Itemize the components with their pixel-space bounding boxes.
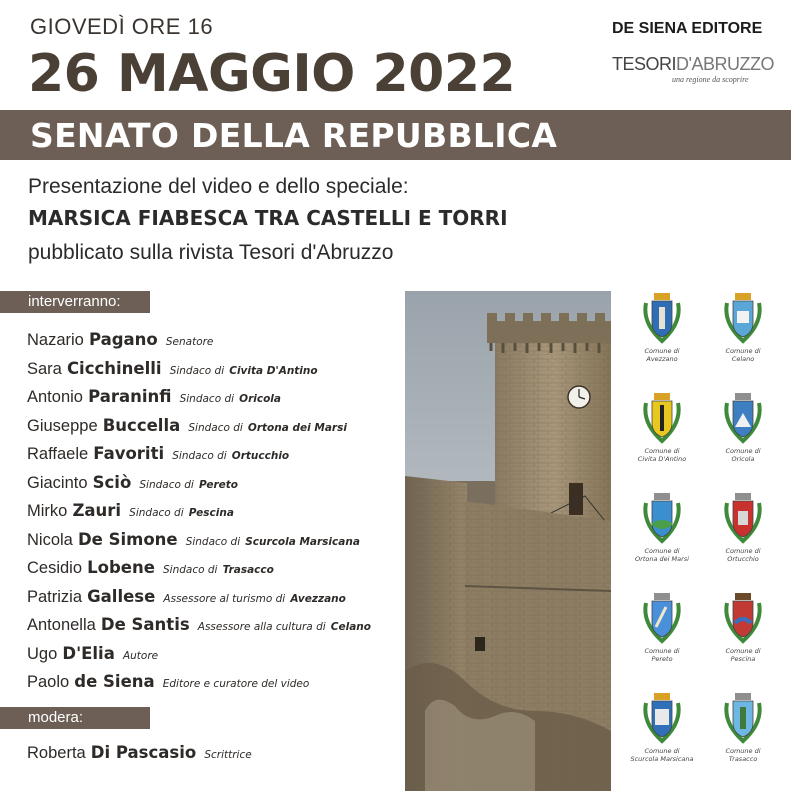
coat-of-arms-icon bbox=[640, 593, 684, 645]
speaker-first-name: Cesidio bbox=[27, 559, 83, 577]
crest-avezzano bbox=[627, 293, 697, 363]
speaker-role: Sindaco di bbox=[139, 478, 194, 491]
speaker-item bbox=[27, 326, 371, 355]
speaker-last-name: De Santis bbox=[100, 615, 190, 634]
coat-of-arms-icon bbox=[640, 493, 684, 545]
crest-caption: Comune di Ortucchio bbox=[725, 547, 761, 563]
crest-caption: Comune di Pereto bbox=[644, 647, 680, 663]
crest-caption: Comune di Avezzano bbox=[644, 347, 680, 363]
coat-of-arms-icon bbox=[640, 393, 684, 445]
crest-pereto bbox=[627, 593, 697, 663]
speaker-item bbox=[27, 611, 371, 640]
speaker-item bbox=[27, 497, 371, 526]
speaker-first-name: Raffaele bbox=[27, 445, 89, 463]
speaker-first-name: Nazario bbox=[27, 331, 84, 349]
speaker-last-name: Favoriti bbox=[93, 444, 165, 463]
speaker-last-name: Paraninfi bbox=[88, 387, 172, 406]
speaker-place: Pereto bbox=[198, 478, 239, 491]
speaker-place: Ortona dei Marsi bbox=[247, 421, 347, 434]
intro-title: MARSICA FIABESCA TRA CASTELLI E TORRI bbox=[28, 206, 508, 230]
speaker-item bbox=[27, 640, 371, 669]
coat-of-arms-icon bbox=[721, 693, 765, 745]
speaker-role: Assessore al turismo di bbox=[163, 592, 286, 605]
speaker-last-name: Sciò bbox=[92, 472, 132, 492]
crest-caption: Comune di Civita D'Antino bbox=[637, 447, 687, 463]
crest-caption: Comune di Trasacco bbox=[725, 747, 761, 763]
speaker-role: Sindaco di bbox=[129, 507, 184, 519]
speaker-item bbox=[27, 355, 371, 384]
speaker-place: Civita D'Antino bbox=[229, 364, 318, 377]
speaker-first-name: Antonio bbox=[27, 388, 83, 406]
speakers-label: interverranno: bbox=[28, 293, 121, 310]
speaker-first-name: Sara bbox=[27, 359, 62, 378]
speaker-place: Scurcola Marsicana bbox=[245, 535, 360, 548]
magazine-logo-left: TESORI bbox=[612, 54, 677, 74]
speaker-last-name: Cicchinelli bbox=[66, 358, 162, 378]
crest-civita-dantino bbox=[627, 393, 697, 463]
speaker-first-name: Nicola bbox=[27, 530, 73, 549]
speaker-item bbox=[27, 526, 371, 555]
crest-celano bbox=[708, 293, 778, 363]
coat-of-arms-icon bbox=[640, 693, 684, 745]
speaker-first-name: Ugo bbox=[27, 644, 58, 663]
speaker-item bbox=[27, 583, 371, 612]
speaker-role: Senatore bbox=[165, 336, 214, 348]
publisher-name: DE SIENA EDITORE bbox=[612, 20, 763, 37]
speaker-first-name: Antonella bbox=[27, 616, 96, 634]
crest-ortona-dei-marsi bbox=[627, 493, 697, 563]
speaker-item bbox=[27, 383, 371, 412]
speaker-role: Sindaco di bbox=[179, 393, 235, 405]
castle-tower-photo bbox=[405, 291, 611, 791]
moderator-first-name: Roberta bbox=[27, 744, 86, 762]
speaker-role: Sindaco di bbox=[185, 535, 241, 548]
magazine-logo-right: D'ABRUZZO bbox=[676, 54, 774, 74]
crest-pescina bbox=[708, 593, 778, 663]
speaker-item bbox=[27, 412, 371, 441]
venue-title: SENATO DELLA REPUBBLICA bbox=[30, 116, 558, 155]
crest-caption: Comune di Oricola bbox=[725, 447, 761, 463]
speaker-first-name: Mirko bbox=[27, 502, 68, 520]
speaker-item bbox=[27, 440, 371, 469]
speaker-role: Sindaco di bbox=[188, 421, 243, 434]
magazine-logo bbox=[612, 54, 774, 75]
speaker-item bbox=[27, 668, 371, 697]
crest-caption: Comune di Scurcola Marsicana bbox=[630, 747, 694, 763]
speaker-role: Sindaco di bbox=[163, 564, 218, 576]
crest-caption: Comune di Pescina bbox=[725, 647, 761, 663]
crest-ortucchio bbox=[708, 493, 778, 563]
intro-line-3: pubblicato sulla rivista Tesori d'Abruzzo bbox=[28, 241, 394, 264]
speaker-first-name: Patrizia bbox=[27, 587, 83, 606]
speaker-last-name: Pagano bbox=[88, 330, 158, 349]
coat-of-arms-icon bbox=[721, 393, 765, 445]
speaker-item bbox=[27, 469, 371, 498]
speaker-last-name: de Siena bbox=[74, 672, 155, 691]
speaker-last-name: De Simone bbox=[77, 529, 178, 549]
moderator-item bbox=[27, 740, 252, 766]
coat-of-arms-icon bbox=[640, 293, 684, 345]
magazine-tagline: una regione da scoprire bbox=[672, 75, 749, 84]
event-day-time: GIOVEDÌ ORE 16 bbox=[30, 14, 214, 39]
moderator-role: Scrittrice bbox=[204, 749, 252, 761]
coat-of-arms-icon bbox=[721, 593, 765, 645]
speaker-last-name: Buccella bbox=[102, 415, 181, 435]
speaker-place: Ortucchio bbox=[231, 450, 290, 462]
speaker-last-name: Lobene bbox=[87, 558, 155, 577]
speaker-first-name: Giacinto bbox=[27, 473, 88, 492]
crest-caption: Comune di Celano bbox=[725, 347, 761, 363]
moderator-label: modera: bbox=[28, 709, 84, 726]
speaker-role: Editore e curatore del video bbox=[162, 678, 310, 690]
speaker-last-name: D'Elia bbox=[62, 643, 115, 663]
speaker-first-name: Giuseppe bbox=[27, 416, 98, 435]
speaker-role: Sindaco di bbox=[169, 364, 225, 377]
moderator-last-name: Di Pascasio bbox=[90, 743, 197, 762]
crest-scurcola-marsicana bbox=[627, 693, 697, 763]
speaker-place: Celano bbox=[330, 621, 371, 633]
crest-oricola bbox=[708, 393, 778, 463]
speaker-role: Autore bbox=[122, 649, 159, 662]
speaker-place: Trasacco bbox=[222, 564, 274, 576]
speaker-last-name: Gallese bbox=[87, 586, 156, 606]
speaker-place: Oricola bbox=[239, 393, 281, 405]
speaker-first-name: Paolo bbox=[27, 673, 70, 691]
crest-trasacco bbox=[708, 693, 778, 763]
speaker-item bbox=[27, 554, 371, 583]
speaker-role: Sindaco di bbox=[172, 450, 227, 462]
speaker-place: Pescina bbox=[188, 507, 234, 519]
coat-of-arms-icon bbox=[721, 293, 765, 345]
intro-line-1: Presentazione del video e dello speciale: bbox=[28, 175, 409, 198]
crest-caption: Comune di Ortona dei Marsi bbox=[635, 547, 689, 563]
speaker-last-name: Zauri bbox=[72, 501, 122, 520]
speaker-place: Avezzano bbox=[290, 592, 346, 605]
speakers-list bbox=[27, 326, 371, 697]
coat-of-arms-icon bbox=[721, 493, 765, 545]
event-date: 26 MAGGIO 2022 bbox=[28, 44, 516, 104]
speaker-role: Assessore alla cultura di bbox=[197, 621, 326, 633]
